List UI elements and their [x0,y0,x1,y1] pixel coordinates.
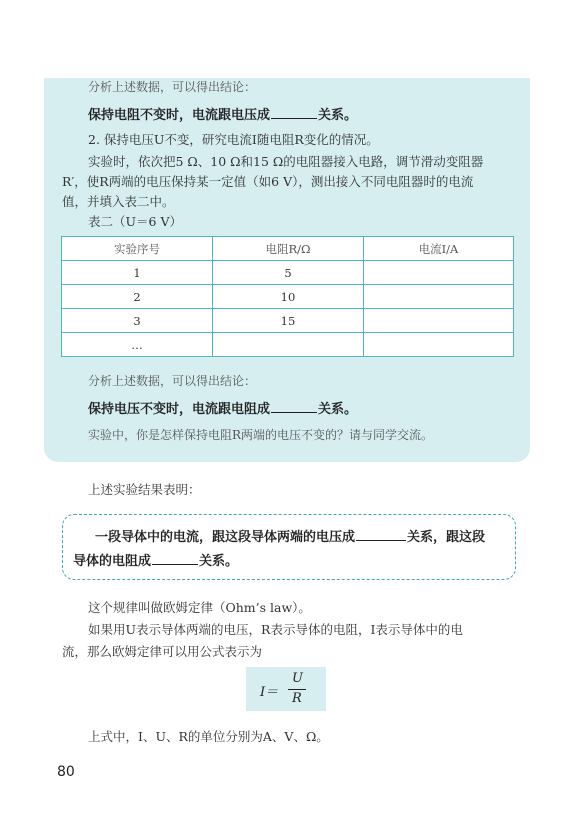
table-header-row [62,237,514,261]
formula-numerator: U [292,671,303,686]
cell-current[interactable] [364,333,514,357]
answer-blank-3[interactable] [356,527,406,541]
cell-resistance: 10 [213,285,364,309]
cell-trial: 2 [62,285,213,309]
page-number: 80 [57,764,75,780]
step-2-heading: 2. 保持电压U不变，研究电流I随电阻R变化的情况。 [88,132,379,147]
formula-denominator: R [292,691,302,706]
header-trial-number: 实验序号 [62,237,213,261]
table-row [62,309,514,333]
data-table [61,236,514,357]
formula-lhs: I＝ [260,685,279,700]
answer-blank-4[interactable] [152,551,198,565]
cell-trial: 1 [62,261,213,285]
law-statement-line-1 [95,526,485,545]
discussion-question: 实验中，你是怎样保持电阻R两端的电压不变的？请与同学交流。 [88,428,434,442]
formula-box [246,667,326,711]
cell-current[interactable] [364,309,514,333]
step-2-para-line-3: 值，并填入表二中。 [62,194,175,209]
table-row [62,285,514,309]
law-statement-text-2: 关系，跟这段 [407,530,486,545]
law-statement-text-1: 一段导体中的电流，跟这段导体两端的电压成 [95,530,356,545]
law-statement-box [62,514,516,580]
cell-resistance: 5 [213,261,364,285]
definition-line-1: 如果用U表示导体两端的电压，R表示导体的电阻，I表示导体中的电 [88,622,463,637]
answer-blank-1[interactable] [271,105,317,119]
law-statement-line-2 [73,550,238,569]
table-row [62,261,514,285]
fraction-bar [288,689,306,690]
conclusion-1 [88,104,357,123]
conclusion-1-text: 保持电阻不变时，电流跟电压成 [88,108,271,123]
results-intro: 上述实验结果表明： [88,482,201,497]
conclusion-2-text: 保持电压不变时，电流跟电阻成 [88,402,271,417]
header-resistance: 电阻R/Ω [213,237,364,261]
cell-trial: … [62,333,213,357]
analysis-prompt-2: 分析上述数据，可以得出结论： [88,374,257,388]
table-caption: 表二（U＝6 V） [88,214,182,229]
step-2-para-line-1: 实验时，依次把5 Ω、10 Ω和15 Ω的电阻器接入电路，调节滑动变阻器 [88,154,484,169]
answer-blank-2[interactable] [271,399,317,413]
cell-resistance: 15 [213,309,364,333]
conclusion-2 [88,398,357,417]
conclusion-1-suffix: 关系。 [318,108,358,123]
analysis-prompt-1: 分析上述数据，可以得出结论： [88,80,257,94]
law-statement-text-4: 关系。 [199,554,239,569]
conclusion-2-suffix: 关系。 [318,402,358,417]
units-line: 上式中，I、U、R的单位分别为A、V、Ω。 [88,729,329,744]
cell-current[interactable] [364,285,514,309]
header-current: 电流I/A [364,237,514,261]
cell-resistance [213,333,364,357]
table-row [62,333,514,357]
law-statement-text-3: 导体的电阻成 [73,554,152,569]
cell-current[interactable] [364,261,514,285]
ohms-law-name: 这个规律叫做欧姆定律（Ohm’s law）。 [88,600,311,615]
step-2-para-line-2: R′，使R两端的电压保持某一定值（如6 V），测出接入不同电阻器时的电流 [62,174,474,189]
definition-line-2: 流，那么欧姆定律可以用公式表示为 [62,644,263,659]
cell-trial: 3 [62,309,213,333]
